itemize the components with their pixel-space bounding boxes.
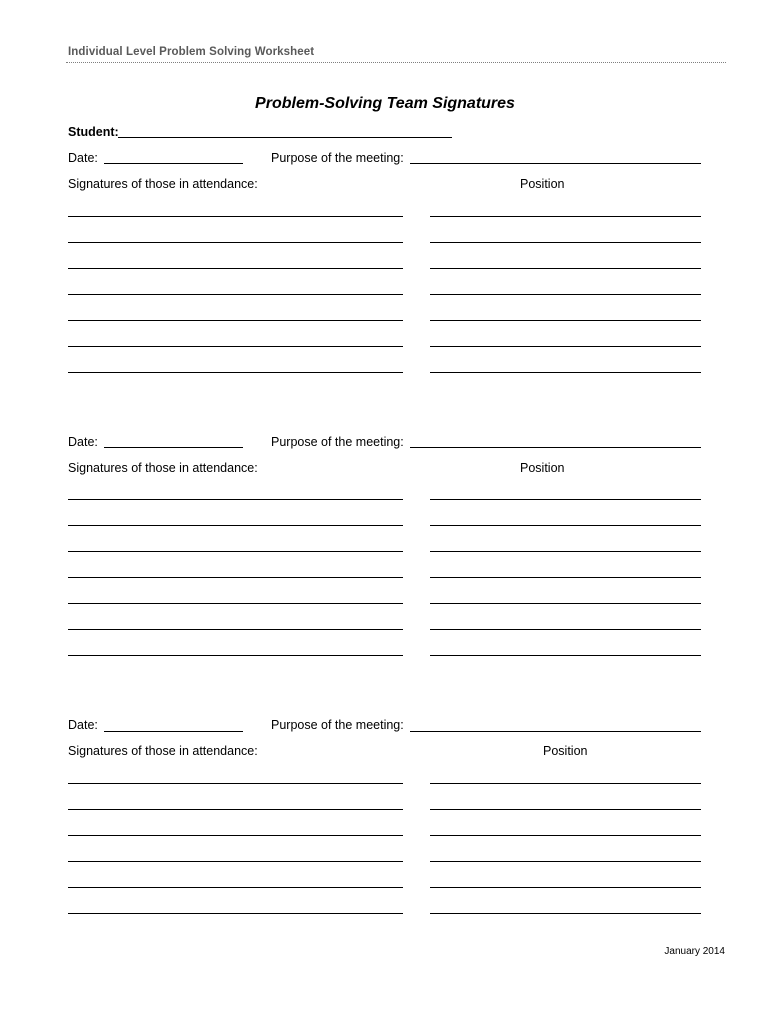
position-line[interactable]	[430, 216, 701, 217]
position-label: Position	[520, 461, 565, 475]
position-line[interactable]	[430, 268, 701, 269]
date-label: Date:	[68, 718, 98, 732]
signature-line[interactable]	[68, 783, 403, 784]
signature-line[interactable]	[68, 603, 403, 604]
position-line[interactable]	[430, 629, 701, 630]
position-line[interactable]	[430, 655, 701, 656]
position-line[interactable]	[430, 835, 701, 836]
signature-line[interactable]	[68, 320, 403, 321]
signatures-label: Signatures of those in attendance:	[68, 461, 258, 475]
signature-line[interactable]	[68, 216, 403, 217]
purpose-field[interactable]	[410, 163, 701, 164]
position-line[interactable]	[430, 809, 701, 810]
position-line[interactable]	[430, 913, 701, 914]
position-line[interactable]	[430, 242, 701, 243]
position-line[interactable]	[430, 320, 701, 321]
signature-line[interactable]	[68, 629, 403, 630]
signature-line[interactable]	[68, 242, 403, 243]
position-label: Position	[543, 744, 588, 758]
position-line[interactable]	[430, 551, 701, 552]
date-field[interactable]	[104, 731, 243, 732]
position-line[interactable]	[430, 346, 701, 347]
student-label: Student:	[68, 125, 119, 139]
signature-line[interactable]	[68, 294, 403, 295]
running-header: Individual Level Problem Solving Worksheet	[68, 46, 315, 58]
signature-line[interactable]	[68, 577, 403, 578]
signature-line[interactable]	[68, 551, 403, 552]
signature-line[interactable]	[68, 861, 403, 862]
signature-line[interactable]	[68, 655, 403, 656]
position-line[interactable]	[430, 861, 701, 862]
position-line[interactable]	[430, 372, 701, 373]
purpose-label: Purpose of the meeting:	[271, 435, 404, 449]
footer-date: January 2014	[664, 946, 725, 957]
position-line[interactable]	[430, 783, 701, 784]
page-title: Problem-Solving Team Signatures	[255, 95, 515, 112]
position-line[interactable]	[430, 525, 701, 526]
signature-line[interactable]	[68, 346, 403, 347]
position-line[interactable]	[430, 887, 701, 888]
signature-line[interactable]	[68, 913, 403, 914]
signature-line[interactable]	[68, 499, 403, 500]
purpose-field[interactable]	[410, 731, 701, 732]
signature-line[interactable]	[68, 887, 403, 888]
date-field[interactable]	[104, 447, 243, 448]
signature-line[interactable]	[68, 372, 403, 373]
signatures-label: Signatures of those in attendance:	[68, 744, 258, 758]
signature-line[interactable]	[68, 835, 403, 836]
position-line[interactable]	[430, 577, 701, 578]
purpose-field[interactable]	[410, 447, 701, 448]
header-divider	[66, 62, 726, 63]
position-label: Position	[520, 177, 565, 191]
date-field[interactable]	[104, 163, 243, 164]
position-line[interactable]	[430, 294, 701, 295]
signature-line[interactable]	[68, 268, 403, 269]
signatures-label: Signatures of those in attendance:	[68, 177, 258, 191]
position-line[interactable]	[430, 499, 701, 500]
student-field[interactable]	[118, 137, 452, 138]
date-label: Date:	[68, 151, 98, 165]
purpose-label: Purpose of the meeting:	[271, 151, 404, 165]
date-label: Date:	[68, 435, 98, 449]
position-line[interactable]	[430, 603, 701, 604]
signature-line[interactable]	[68, 525, 403, 526]
purpose-label: Purpose of the meeting:	[271, 718, 404, 732]
signature-line[interactable]	[68, 809, 403, 810]
